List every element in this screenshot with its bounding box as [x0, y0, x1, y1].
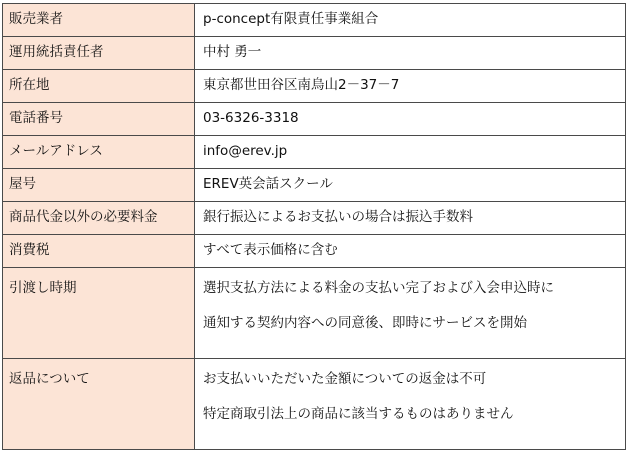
- table-row: [3, 268, 626, 359]
- table-row: [3, 202, 626, 235]
- delivery-time-line-2: 通知する契約内容への同意後、即時にサービスを開始: [203, 315, 527, 331]
- row-value-trade-name: EREV英会話スクール: [195, 169, 626, 202]
- returns-line-2: 特定商取引法上の商品に該当するものはありません: [203, 406, 514, 422]
- row-label-seller: 販売業者: [3, 4, 195, 37]
- row-value-tax: すべて表示価格に含む: [195, 235, 626, 268]
- row-label-manager: 運用統括責任者: [3, 37, 195, 70]
- row-label-address: 所在地: [3, 70, 195, 103]
- row-value-address: 東京都世田谷区南烏山2－37－7: [195, 70, 626, 103]
- table-row: [3, 4, 626, 37]
- row-label-phone: 電話番号: [3, 103, 195, 136]
- delivery-time-line-1: 選択支払方法による料金の支払い完了および入会申込時に: [203, 280, 554, 296]
- row-label-tax: 消費税: [3, 235, 195, 268]
- commerce-disclosure-table: [2, 3, 626, 450]
- row-value-delivery-time: [195, 268, 626, 359]
- row-label-returns: 返品について: [3, 359, 195, 450]
- row-label-extra-fees: 商品代金以外の必要料金: [3, 202, 195, 235]
- returns-line-1: お支払いいただいた金額についての返金は不可: [203, 371, 487, 387]
- row-value-extra-fees: 銀行振込によるお支払いの場合は振込手数料: [195, 202, 626, 235]
- table-row: [3, 169, 626, 202]
- row-value-phone: 03-6326-3318: [195, 103, 626, 136]
- row-label-email: メールアドレス: [3, 136, 195, 169]
- table-row: [3, 37, 626, 70]
- row-value-manager: 中村 勇一: [195, 37, 626, 70]
- table-row: [3, 136, 626, 169]
- row-value-seller: p-concept有限責任事業組合: [195, 4, 626, 37]
- row-label-delivery-time: 引渡し時期: [3, 268, 195, 359]
- row-value-returns: [195, 359, 626, 450]
- table-row: [3, 235, 626, 268]
- row-label-trade-name: 屋号: [3, 169, 195, 202]
- row-value-email: info@erev.jp: [195, 136, 626, 169]
- table-row: [3, 70, 626, 103]
- table-row: [3, 103, 626, 136]
- table-row: [3, 359, 626, 450]
